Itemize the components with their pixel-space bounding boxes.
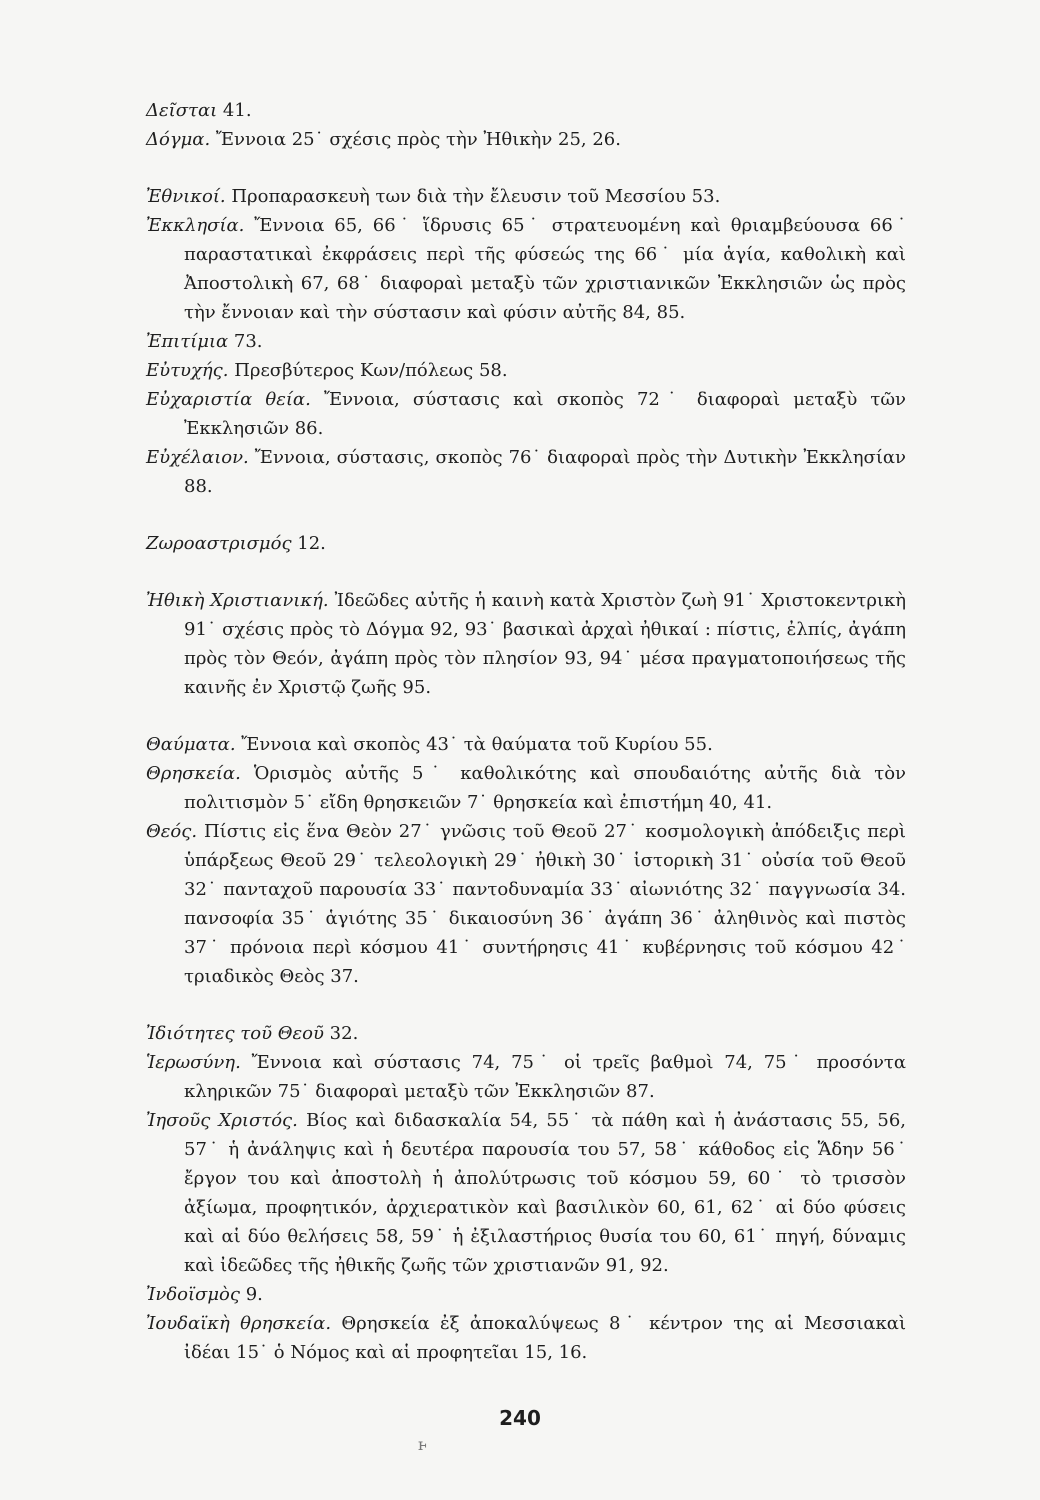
entry-term: Θαύματα. (146, 734, 236, 755)
entry-text: Ὁρισμὸς αὐτῆς 5˙ καθολικότης καὶ σπουδαιότης αὐτῆς διὰ τὸν πολιτισμὸν 5˙ εἴδη θρησκειῶν 7˙ θρησκεία καὶ ἐπιστήμη 40, 41. (184, 763, 906, 813)
index-page (146, 96, 906, 1367)
entry-term: Ἰουδαϊκὴ θρησκεία. (146, 1313, 332, 1334)
section-gap (146, 702, 906, 730)
index-entry (146, 443, 906, 501)
entry-term: Ἐπιτίμια (146, 331, 229, 352)
entry-term: Δόγμα. (146, 129, 211, 150)
entry-term: Ζωροαστρισμός (146, 533, 292, 554)
index-entry (146, 96, 906, 125)
entry-text: Θρησκεία ἐξ ἀποκαλύψεως 8˙ κέντρον της αἱ Μεσσιακαὶ ἰδέαι 15˙ ὁ Νόμος καὶ αἱ προφητεῖαι 15, 16. (184, 1313, 907, 1363)
index-entry (146, 211, 906, 327)
entry-text: Ἔννοια 65, 66˙ ἵδρυσις 65˙ στρατευομένη καὶ θριαμβεύουσα 66˙ παραστατικαὶ ἐκφράσεις περὶ τῆς φύσεώς της 66˙ μία ἁγία, καθολικὴ καὶ Ἀποστολικὴ 67, 68˙ διαφοραὶ μεταξὺ τῶν χριστιανικῶν Ἐκκλησιῶν ὡς πρὸς τὴν ἔννοιαν καὶ τὴν σύστασιν καὶ φύσιν αὐτῆς 84, 85. (184, 215, 906, 323)
entry-term: Ἰησοῦς Χριστός. (146, 1110, 298, 1131)
page-number: 240 (499, 1406, 541, 1430)
entry-term: Εὐχαριστία θεία. (146, 389, 311, 410)
index-entry (146, 1280, 906, 1309)
entry-text: Ἔννοια 25˙ σχέσις πρὸς τὴν Ἠθικὴν 25, 26. (210, 129, 621, 150)
entry-term: Ἐκκλησία. (146, 215, 245, 236)
entry-text: Ἔννοια καὶ σύστασις 74, 75˙ οἱ τρεῖς βαθμοὶ 74, 75˙ προσόντα κληρικῶν 75˙ διαφοραὶ μεταξὺ τῶν Ἐκκλησιῶν 87. (184, 1052, 906, 1102)
entry-term: Ἱερωσύνη. (146, 1052, 241, 1073)
entry-text: Βίος καὶ διδασκαλία 54, 55˙ τὰ πάθη καὶ ἡ ἀνάστασις 55, 56, 57˙ ἡ ἀνάληψις καὶ ἡ δευτέρα παρουσία του 57, 58˙ κάθοδος εἰς Ἅδην 56˙ ἔργον του καὶ ἀποστολὴ ἡ ἀπολύτρωσις τοῦ κόσμου 59, 60˙ τὸ τρισσὸν ἀξίωμα, προφητικόν, ἀρχιερατικὸν καὶ βασιλικὸν 60, 61, 62˙ αἱ δύο φύσεις καὶ αἱ δύο θελήσεις 58, 59˙ ἡ ἐξιλαστήριος θυσία του 60, 61˙ πηγή, δύναμις καὶ ἰδεῶδες τῆς ἠθικῆς ζωῆς τῶν χριστιανῶν 91, 92. (184, 1110, 906, 1276)
section-gap (146, 558, 906, 586)
section-gap (146, 154, 906, 182)
entry-text: Ἰδεῶδες αὐτῆς ἡ καινὴ κατὰ Χριστὸν ζωὴ 91˙ Χριστοκεντρικὴ 91˙ σχέσις πρὸς τὸ Δόγμα 92, 93˙ βασικαὶ ἀρχαὶ ἠθικαί : πίστις, ἐλπίς, ἀγάπη πρὸς τὸν Θεόν, ἀγάπη πρὸς τὸν πλησίον 93, 94˙ μέσα πραγματοποιήσεως τῆς καινῆς ἐν Χριστῷ ζωῆς 95. (184, 590, 907, 698)
entry-term: Δεῖσται (146, 100, 218, 121)
entry-term: Θρησκεία. (146, 763, 241, 784)
entry-text: 12. (291, 533, 326, 554)
entry-text: 32. (323, 1023, 359, 1044)
index-entry (146, 817, 906, 991)
index-entry (146, 1309, 906, 1367)
entry-text: Ἔννοια, σύστασις καὶ σκοπὸς 72˙ διαφοραὶ μεταξὺ τῶν Ἐκκλησιῶν 86. (184, 389, 906, 439)
entry-term: Θεός. (146, 821, 198, 842)
entry-text: 73. (228, 331, 263, 352)
index-entry (146, 730, 906, 759)
entry-text: Πρεσβύτερος Κων/πόλεως 58. (228, 360, 508, 381)
entry-term: Εὐτυχής. (146, 360, 229, 381)
index-entry (146, 1048, 906, 1106)
section-gap (146, 991, 906, 1019)
entry-text: 41. (217, 100, 252, 121)
entry-text: Ἔννοια καὶ σκοπὸς 43˙ τὰ θαύματα τοῦ Κυρίου 55. (235, 734, 713, 755)
section-gap (146, 501, 906, 529)
index-entry (146, 125, 906, 154)
entry-term: Ἰνδοϊσμὸς (146, 1284, 240, 1305)
index-entry (146, 327, 906, 356)
index-entry (146, 1106, 906, 1280)
index-entry (146, 385, 906, 443)
index-entry (146, 356, 906, 385)
index-entry (146, 529, 906, 558)
entry-term: Ἠθικὴ Χριστιανική. (146, 590, 329, 611)
index-entry (146, 1019, 906, 1048)
entry-term: Εὐχέλαιον. (146, 447, 249, 468)
index-entry (146, 759, 906, 817)
entry-text: Προπαρασκευὴ των διὰ τὴν ἔλευσιν τοῦ Μεσσίου 53. (225, 186, 721, 207)
entry-text: Ἔννοια, σύστασις, σκοπὸς 76˙ διαφοραὶ πρὸς τὴν Δυτικὴν Ἐκκλησίαν 88. (184, 447, 906, 497)
entry-text: Πίστις εἰς ἕνα Θεὸν 27˙ γνῶσις τοῦ Θεοῦ 27˙ κοσμολογικὴ ἀπόδειξις περὶ ὑπάρξεως Θεοῦ 29˙ τελεολογικὴ 29˙ ἠθικὴ 30˙ ἱστορικὴ 31˙ οὐσία τοῦ Θεοῦ 32˙ πανταχοῦ παρουσία 33˙ παντοδυναμία 33˙ αἰωνιότης 32˙ παγγνωσία 34. πανσοφία 35˙ ἁγιότης 35˙ δικαιοσύνη 36˙ ἀγάπη 36˙ ἀληθινὸς καὶ πιστὸς 37˙ πρόνοια περὶ κόσμου 41˙ συντήρησις 41˙ κυβέρνησις τοῦ κόσμου 42˙ τριαδικὸς Θεὸς 37. (184, 821, 906, 987)
entry-term: Ἐθνικοί. (146, 186, 226, 207)
scan-mark: ⱶ (418, 1435, 427, 1454)
entry-text: 9. (239, 1284, 263, 1305)
index-entry (146, 182, 906, 211)
entry-term: Ἰδιότητες τοῦ Θεοῦ (146, 1023, 324, 1044)
index-entry (146, 586, 906, 702)
